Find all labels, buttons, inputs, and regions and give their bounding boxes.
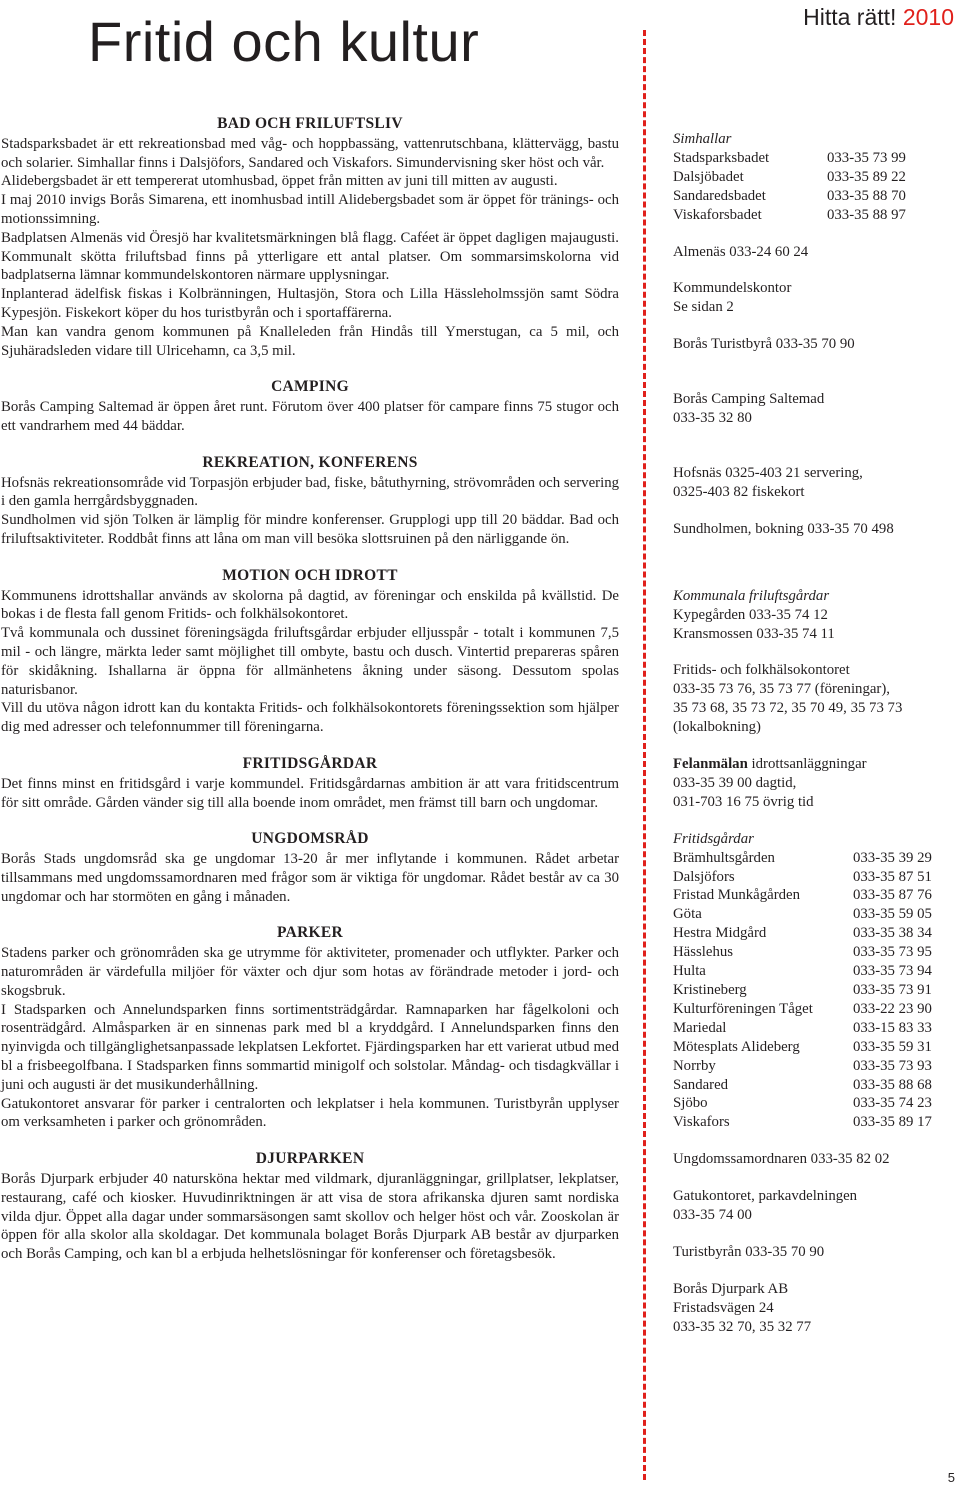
sidebar-sundholmen xyxy=(673,520,958,539)
column-divider xyxy=(643,30,646,1480)
section xyxy=(1,830,619,906)
fritidsgardar-list xyxy=(673,849,958,1133)
sidebar-ungdom xyxy=(673,1150,958,1169)
section-title: MOTION OCH IDROTT xyxy=(222,566,398,584)
sidebar-text: Kypegården 033-35 74 12 xyxy=(673,606,828,623)
phone-row-name: Fristad Munkågården xyxy=(673,887,800,904)
brand-year: 2010 xyxy=(902,4,954,30)
phone-row-name: Sandared xyxy=(673,1076,729,1093)
phone-row-number: 033-35 88 97 xyxy=(827,206,906,223)
sidebar-text: 033-35 32 70, 35 32 77 xyxy=(673,1318,812,1335)
brand-name: Hitta rätt! xyxy=(803,4,897,30)
sidebar-gatukontoret xyxy=(673,1187,958,1225)
section-paragraph: Vill du utöva någon idrott kan du kontakta Fritids- och folkhälsokontorets föreningssektion som hjälper dig med adresser och telefonnummer till föreningarna. xyxy=(1,700,619,736)
phone-row-number: 033-35 87 51 xyxy=(853,868,932,885)
section-title: FRITIDSGÅRDAR xyxy=(242,754,378,772)
phone-row xyxy=(673,1057,958,1076)
sidebar-text: Borås Camping Saltemad xyxy=(673,391,825,408)
phone-row-number: 033-35 74 23 xyxy=(853,1095,932,1112)
section xyxy=(1,755,619,812)
sidebar-text: Gatukontoret, parkavdelningen xyxy=(673,1188,858,1205)
section xyxy=(1,454,619,549)
phone-row-name: Mötesplats Alideberg xyxy=(673,1038,800,1055)
phone-row-name: Viskafors xyxy=(673,1114,730,1131)
phone-row-number: 033-35 59 31 xyxy=(853,1038,932,1055)
sidebar-text: Ungdomssamordnaren 033-35 82 02 xyxy=(673,1151,890,1168)
phone-row-name: Dalsjöfors xyxy=(673,868,735,885)
section xyxy=(1,567,619,737)
phone-row-name: Göta xyxy=(673,906,702,923)
section-paragraph: Badplatsen Almenäs vid Öresjö har kvalitetsmärkningen blå flagg. Caféet är öppet dagligen majaugusti. Kommunalt skötta friluftsbad finns på ytterligare ett antal platser. Om sommarsimskolorna vid badplatserna lämnar kommundelskontoren närmare upplysningar. xyxy=(1,229,619,284)
phone-row-number: 033-35 73 94 xyxy=(853,963,932,980)
sidebar-camping xyxy=(673,390,958,428)
phone-row-name: Brämhultsgården xyxy=(673,849,775,866)
phone-row-number: 033-35 73 91 xyxy=(853,982,932,998)
section-paragraph: Borås Camping Saltemad är öppen året runt. Förutom över 400 platser för campare finns 75 stugor och ett vandrarhem med 44 bäddar. xyxy=(1,399,619,434)
section-paragraph: Stadsparksbadet är ett rekreationsbad med våg- och hoppbassäng, vattenrutschbana, klättervägg, bastu och solarier. Simhallar finns i Dalsjöfors, Sandared och Viskafors. Simundervisning sker höst och vår. xyxy=(1,135,619,171)
sidebar-text: Almenäs 033-24 60 24 xyxy=(673,243,809,260)
phone-row-number: 033-35 88 70 xyxy=(827,187,906,204)
sidebar-heading: Simhallar xyxy=(673,131,732,147)
section-paragraph: Alidebergsbadet är ett tempererat utomhusbad, öppet från mitten av juni till mitten av augusti. xyxy=(1,173,558,190)
sidebar-fritidskontoret xyxy=(673,661,958,737)
phone-row-name: Mariedal xyxy=(673,1019,727,1036)
section xyxy=(1,115,619,360)
sidebar-text: 033-35 39 00 dagtid, xyxy=(673,774,797,791)
phone-row xyxy=(673,924,958,943)
sidebar-kommundelskontor xyxy=(673,279,958,317)
sidebar-text: 031-703 16 75 övrig tid xyxy=(673,793,814,810)
sidebar-text: Borås Turistbyrå 033-35 70 90 xyxy=(673,336,855,353)
phone-row-number: 033-15 83 33 xyxy=(853,1019,932,1036)
phone-row-number: 033-35 89 22 xyxy=(827,168,906,185)
sidebar-text: Se sidan 2 xyxy=(673,299,734,316)
phone-row xyxy=(673,868,958,887)
section-title: CAMPING xyxy=(271,378,349,396)
section-paragraph: Gatukontoret ansvarar för parker i centralorten och lekplatser i hela kommunen. Turistbyrån upplyser om verksamheten i parker och grönområden. xyxy=(1,1095,619,1131)
section-paragraph: Hofsnäs rekreationsområde vid Torpasjön erbjuder bad, fiske, båtuthyrning, strövområden och servering i den gamla herrgårdsbyggnaden. xyxy=(1,474,619,510)
sidebar-text: 35 73 68, 35 73 72, 35 70 49, 35 73 73 xyxy=(673,700,903,717)
phone-row xyxy=(673,206,958,225)
phone-row xyxy=(673,1038,958,1057)
phone-row-number: 033-22 23 90 xyxy=(853,1000,932,1017)
phone-row-number: 033-35 39 29 xyxy=(853,849,932,866)
phone-row-number: 033-35 89 17 xyxy=(853,1114,932,1131)
section-paragraph: Borås Stads ungdomsråd ska ge ungdomar 13-20 år mer inflytande i kommunen. Rådet arbetar tillsammans med ungdomssamordnaren med frågor som är viktiga för ungdomar. Rådet består av ca 30 ungdomar och har stormöten en gång i månaden. xyxy=(1,851,619,905)
phone-row-number: 033-35 73 93 xyxy=(853,1057,932,1074)
sidebar-heading: Kommunala friluftsgårdar xyxy=(673,587,830,604)
phone-row-name: Kristineberg xyxy=(673,982,747,998)
phone-row-number: 033-35 73 99 xyxy=(827,149,906,166)
phone-row-name: Hulta xyxy=(673,963,706,980)
main-column xyxy=(1,115,619,1282)
section xyxy=(1,1150,619,1264)
section-title: PARKER xyxy=(276,924,344,942)
section-paragraph: Kommunens idrottshallar används av skolorna på dagtid, av föreningar och enskilda på kvällstid. De bokas i de flesta fall genom Fritids- och folkhälsokontoret. xyxy=(1,587,619,623)
sidebar-djurpark xyxy=(673,1280,958,1337)
section-paragraph: I Stadsparken och Annelundsparken finns sortimentsträdgårdar. Ramnaparken har fågelkoloni och rosenträdgård. Almåsparken är en sinnenas park med bl a kryddgård. I Annelundsparken finns den nyinvigda och tillgänglighetsanpassade lekplatsen Lekfortet. Fjärdingsparken har ett varierat utbud med bl a frisbeegolfbana. I Stadsparken finns sommartid minigolf och solstolar. Måndag- och tisdagkvällar i juni och augusti är det musikunderhållning. xyxy=(1,1001,619,1093)
phone-row-name: Kulturföreningen Tåget xyxy=(673,1000,813,1017)
section-paragraph: I maj 2010 invigs Borås Simarena, ett inomhusbad intill Alidebergsbadet som är öppet för tränings- och motionssimning. xyxy=(1,192,619,227)
section xyxy=(1,924,619,1132)
phone-row xyxy=(673,905,958,924)
phone-row-number: 033-35 73 95 xyxy=(853,944,932,961)
sidebar-simhallar xyxy=(673,130,958,225)
sidebar-text: 033-35 73 76, 35 73 77 (föreningar), xyxy=(673,681,890,698)
phone-row xyxy=(673,149,958,168)
section-paragraph: Sundholmen vid sjön Tolken är lämplig för mindre konferenser. Grupplogi upp till 20 bäddar. Bad och friluftsaktiviteter. Roddbåt finns att låna om man vill besöka slottsruinen på den närliggande ön. xyxy=(1,512,619,547)
felanmalan-text: idrottsanläggningar xyxy=(747,756,867,773)
phone-row xyxy=(673,981,958,1000)
phone-row-name: Stadsparksbadet xyxy=(673,149,770,166)
section-paragraph: Man kan vandra genom kommunen på Knalleleden från Hindås till Ymerstugan, ca 5 mil, och Sjuhäradsleden vidare till Ulricehamn, ca 3,5 mil. xyxy=(1,323,619,359)
phone-row-number: 033-35 38 34 xyxy=(853,925,932,942)
sidebar-text: Sundholmen, bokning 033-35 70 498 xyxy=(673,520,894,537)
phone-row-name: Dalsjöbadet xyxy=(673,168,744,185)
phone-row xyxy=(673,943,958,962)
section-paragraph: Två kommunala och dussinet föreningsägda friluftsgårdar erbjuder elljusspår - totalt i kommunen 7,5 mil - och längre, märkta leder samt möjlighet till ombyte, bastu och dusch. Vintertid prepareras spåren för skidåkning. Ishallarna är öppna för allmänhetens åkning under säsong. Dessutom spolas naturisbanor. xyxy=(1,625,619,698)
sidebar-text: Borås Djurpark AB xyxy=(673,1280,789,1297)
sidebar-text: 033-35 32 80 xyxy=(673,410,752,427)
phone-row xyxy=(673,1076,958,1095)
phone-row-number: 033-35 87 76 xyxy=(853,887,932,904)
sidebar-text: Fristadsvägen 24 xyxy=(673,1299,774,1316)
sidebar-felanmalan xyxy=(673,755,958,812)
sidebar-hofsnas xyxy=(673,464,958,502)
section-paragraph: Inplanterad ädelfisk fiskas i Kolbränningen, Hultasjön, Stora och Lilla Hässleholmssjön samt Södra Kypesjön. Fiskekort köper du hos turistbyrån och i sportaffärerna. xyxy=(1,286,619,321)
sidebar-text: Hofsnäs 0325-403 21 servering, xyxy=(673,464,863,481)
section-paragraph: Det finns minst en fritidsgård i varje kommundel. Fritidsgårdarnas ambition är att vara fritidscentrum för sitt område. Gården vänder sig till alla boende inom området, men främst till barn och ungdomar. xyxy=(1,775,619,811)
sidebar-almenas xyxy=(673,243,958,262)
phone-row xyxy=(673,1113,958,1132)
sidebar-text: 033-35 74 00 xyxy=(673,1207,752,1224)
phone-row xyxy=(673,886,958,905)
simhallar-list xyxy=(673,149,958,225)
phone-row-name: Sandaredsbadet xyxy=(673,187,766,204)
sidebar-turistbyra xyxy=(673,335,958,354)
section-paragraph: Stadens parker och grönområden ska ge utrymme för aktiviteter, promenader och utflykter. Parker och naturområden är värdefulla miljöer för växter och djur som hotas av förändrade metoder i jord- och skogsbruk. xyxy=(1,945,619,999)
phone-row xyxy=(673,168,958,187)
sidebar-text: 0325-403 82 fiskekort xyxy=(673,483,805,500)
phone-row-name: Norrby xyxy=(673,1057,716,1074)
felanmalan-line xyxy=(673,755,958,774)
section xyxy=(1,378,619,435)
phone-row xyxy=(673,1019,958,1038)
phone-row xyxy=(673,187,958,206)
phone-row-number: 033-35 59 05 xyxy=(853,906,932,923)
phone-row-name: Viskaforsbadet xyxy=(673,206,762,223)
phone-row-name: Hestra Midgård xyxy=(673,925,767,942)
sidebar xyxy=(673,130,958,1355)
phone-row-name: Sjöbo xyxy=(673,1095,708,1112)
phone-row-number: 033-35 88 68 xyxy=(853,1076,932,1093)
sidebar-turistbyran xyxy=(673,1243,958,1262)
page-number: 5 xyxy=(947,1470,955,1485)
phone-row xyxy=(673,849,958,868)
phone-row-name: Hässlehus xyxy=(673,944,734,961)
felanmalan-label: Felanmälan xyxy=(673,756,748,773)
section-paragraph: Borås Djurpark erbjuder 40 natursköna hektar med vildmark, djuranläggningar, grillplatser, lekplatser, restaurang, café och kiosker. Huvudinriktningen är att visa de stora afrikanska djuren samt nordiska vilda djur. Öppet alla dagar under sommarsäsongen samt skollov och helger höst och vår. Zooskolan är öppen för alla skolor alla skoldagar. Det kommunala bolaget Borås Djurpark AB består av djurparken och Borås Camping, och kan bl a erbjuda helhetslösningar för konferenser och företagsbesök. xyxy=(1,1171,619,1263)
phone-row xyxy=(673,1094,958,1113)
sidebar-fritidsgardar xyxy=(673,830,958,1133)
section-title: DJURPARKEN xyxy=(255,1150,365,1168)
sidebar-text: Fritids- och folkhälsokontoret xyxy=(673,662,850,679)
section-title: UNGDOMSRÅD xyxy=(251,830,369,848)
sidebar-heading: Fritidsgårdar xyxy=(673,830,754,847)
sidebar-text: Turistbyrån 033-35 70 90 xyxy=(673,1243,825,1260)
sidebar-text: (lokalbokning) xyxy=(673,719,761,736)
page-title: Fritid och kultur xyxy=(88,10,480,73)
brand-label xyxy=(803,4,954,31)
sidebar-friluftsgardar xyxy=(673,587,958,644)
section-title: BAD OCH FRILUFTSLIV xyxy=(217,115,403,132)
sidebar-text: Kransmossen 033-35 74 11 xyxy=(673,625,835,642)
phone-row xyxy=(673,962,958,981)
section-title: REKREATION, KONFERENS xyxy=(202,453,418,471)
phone-row xyxy=(673,1000,958,1019)
sidebar-text: Kommundelskontor xyxy=(673,280,792,297)
